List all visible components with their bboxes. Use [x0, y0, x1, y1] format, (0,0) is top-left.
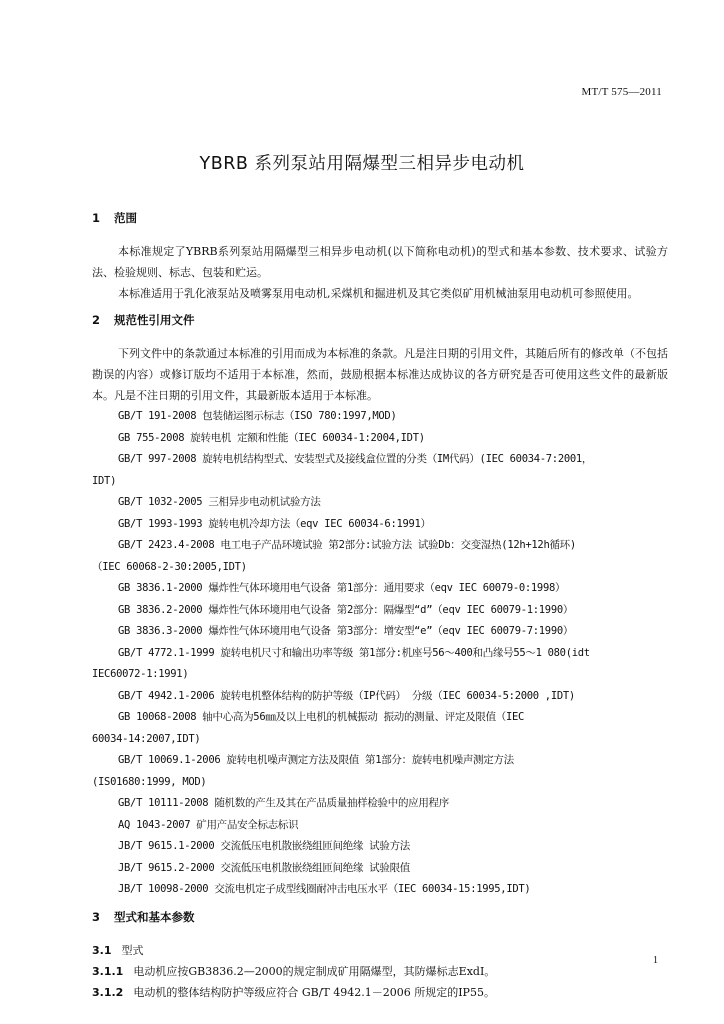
- section-1-heading: [92, 210, 668, 226]
- reference-item: [92, 879, 668, 901]
- reference-text: JB/T 9615.1-2000 交流低压电机散嵌绕组匝间绝缘 试验方法: [118, 840, 410, 852]
- references-intro: 下列文件中的条款通过本标准的引用而成为本标准的条款。凡是注日期的引用文件，其随后所有的修改单（不包括勘误的内容）或修订版均不适用于本标准，然而，鼓励根据本标准达成协议的各方研究是否可使用这些文件的最新版本。凡是不注日期的引用文件，其最新版本适用于本标准。: [92, 347, 668, 402]
- reference-item: [92, 858, 668, 880]
- reference-item: [92, 815, 668, 837]
- reference-item: [92, 406, 668, 428]
- reference-text: AQ 1043-2007 矿用产品安全标志标识: [118, 818, 299, 831]
- section-title: 型式和基本参数: [114, 909, 195, 924]
- reference-text: JB/T 10098-2000 交流电机定子成型线圈耐冲击电压水平（IEC 60034-15:1995,IDT): [118, 883, 531, 895]
- reference-item: [92, 492, 668, 514]
- clause-3-1-1: [92, 961, 668, 982]
- reference-text: GB/T 1993-1993 旋转电机冷却方法（eqv IEC 60034-6:1991）: [118, 517, 431, 530]
- section-number: 2: [92, 313, 101, 327]
- reference-text-continued: 60034-14:2007,IDT): [92, 732, 201, 745]
- reference-text: GB/T 4772.1-1999 旋转电机尺寸和输出功率等级 第1部分:机座号56～400和凸缘号55～1 080(idt: [118, 646, 590, 659]
- scope-paragraph-1: 本标准规定了YBRB系列泵站用隔爆型三相异步电动机(以下简称电动机)的型式和基本参数、技术要求、试验方法、检验规则、标志、包装和贮运。: [92, 245, 668, 279]
- reference-item: [92, 535, 668, 578]
- section-number: 1: [92, 211, 101, 225]
- document-title: YBRB 系列泵站用隔爆型三相异步电动机: [199, 154, 525, 174]
- reference-item: [92, 449, 668, 492]
- section-2-heading: [92, 312, 668, 328]
- clause-text: 电动机的整体结构防护等级应符合 GB/T 4942.1－2006 所规定的IP55。: [133, 985, 495, 999]
- section-title: 规范性引用文件: [114, 313, 195, 327]
- reference-text: GB 755-2008 旋转电机 定额和性能（IEC 60034-1:2004,IDT): [118, 431, 425, 444]
- clause-number: 3.1.2: [92, 985, 124, 999]
- reference-text: GB/T 997-2008 旋转电机结构型式、安装型式及接线盒位置的分类（IM代码）(IEC 60034-7:2001，: [118, 453, 593, 465]
- scope-paragraph-2: 本标准适用于乳化液泵站及喷雾泵用电动机,采煤机和掘进机及其它类似矿用机械油泵用电动机可参照使用。: [118, 287, 639, 300]
- section-title: 范围: [114, 211, 137, 225]
- reference-text-continued: IEC60072-1:1991): [92, 668, 189, 680]
- reference-item: [92, 707, 668, 750]
- reference-item: [92, 643, 668, 686]
- reference-item: [92, 428, 668, 450]
- reference-text: GB 3836.3-2000 爆炸性气体环境用电气设备 第3部分：增安型“e”（eqv IEC 60079-7:1990）: [118, 625, 574, 637]
- reference-text: GB/T 10069.1-2006 旋转电机噪声测定方法及限值 第1部分：旋转电机噪声测定方法: [118, 754, 514, 766]
- reference-text-continued: （IEC 60068-2-30:2005,IDT): [92, 560, 247, 573]
- page-number: 1: [653, 955, 658, 966]
- reference-item: [92, 621, 668, 643]
- reference-item: [92, 836, 668, 858]
- reference-item: [92, 686, 668, 708]
- reference-text: GB/T 4942.1-2006 旋转电机整体结构的防护等级（IP代码） 分级（IEC 60034-5:2000 ,IDT): [118, 689, 575, 702]
- section-number: 3: [92, 909, 101, 924]
- reference-text: GB 10068-2008 轴中心高为56㎜及以上电机的机械振动 振动的测量、评定及限值（IEC: [118, 711, 525, 723]
- clause-3-1: [92, 940, 668, 961]
- reference-text-continued: IDT): [92, 474, 117, 487]
- reference-text: GB 3836.2-2000 爆炸性气体环境用电气设备 第2部分：隔爆型“d”（eqv IEC 60079-1:1990）: [118, 603, 574, 616]
- clause-title: 型式: [121, 943, 144, 957]
- reference-list: [92, 406, 668, 901]
- clause-number: 3.1: [92, 943, 112, 957]
- reference-text: GB/T 10111-2008 随机数的产生及其在产品质量抽样检验中的应用程序: [118, 797, 449, 809]
- document-body: [92, 210, 668, 1003]
- reference-text: GB/T 2423.4-2008 电工电子产品环境试验 第2部分:试验方法 试验Db：交变湿热(12h+12h循环): [118, 539, 576, 551]
- reference-item: [92, 578, 668, 600]
- section-3-heading: [92, 909, 668, 925]
- clause-text: 电动机应按GB3836.2—2000的规定制成矿用隔爆型，其防爆标志ExdⅠ。: [133, 964, 496, 978]
- reference-text: GB/T 1032-2005 三相异步电动机试验方法: [118, 496, 321, 508]
- reference-item: [92, 514, 668, 536]
- reference-item: [92, 600, 668, 622]
- reference-item: [92, 793, 668, 815]
- reference-text: GB 3836.1-2000 爆炸性气体环境用电气设备 第1部分：通用要求（eqv IEC 60079-0:1998）: [118, 582, 566, 594]
- reference-text: GB/T 191-2008 包装储运图示标志（ISO 780:1997,MOD): [118, 410, 397, 422]
- reference-item: [92, 750, 668, 793]
- reference-text: JB/T 9615.2-2000 交流低压电机散嵌绕组匝间绝缘 试验限值: [118, 861, 410, 874]
- standard-code: MT/T 575—2011: [581, 86, 662, 98]
- clause-number: 3.1.1: [92, 964, 124, 978]
- clause-3-1-2: [92, 982, 668, 1003]
- reference-text-continued: (IS01680:1999, MOD): [92, 775, 207, 788]
